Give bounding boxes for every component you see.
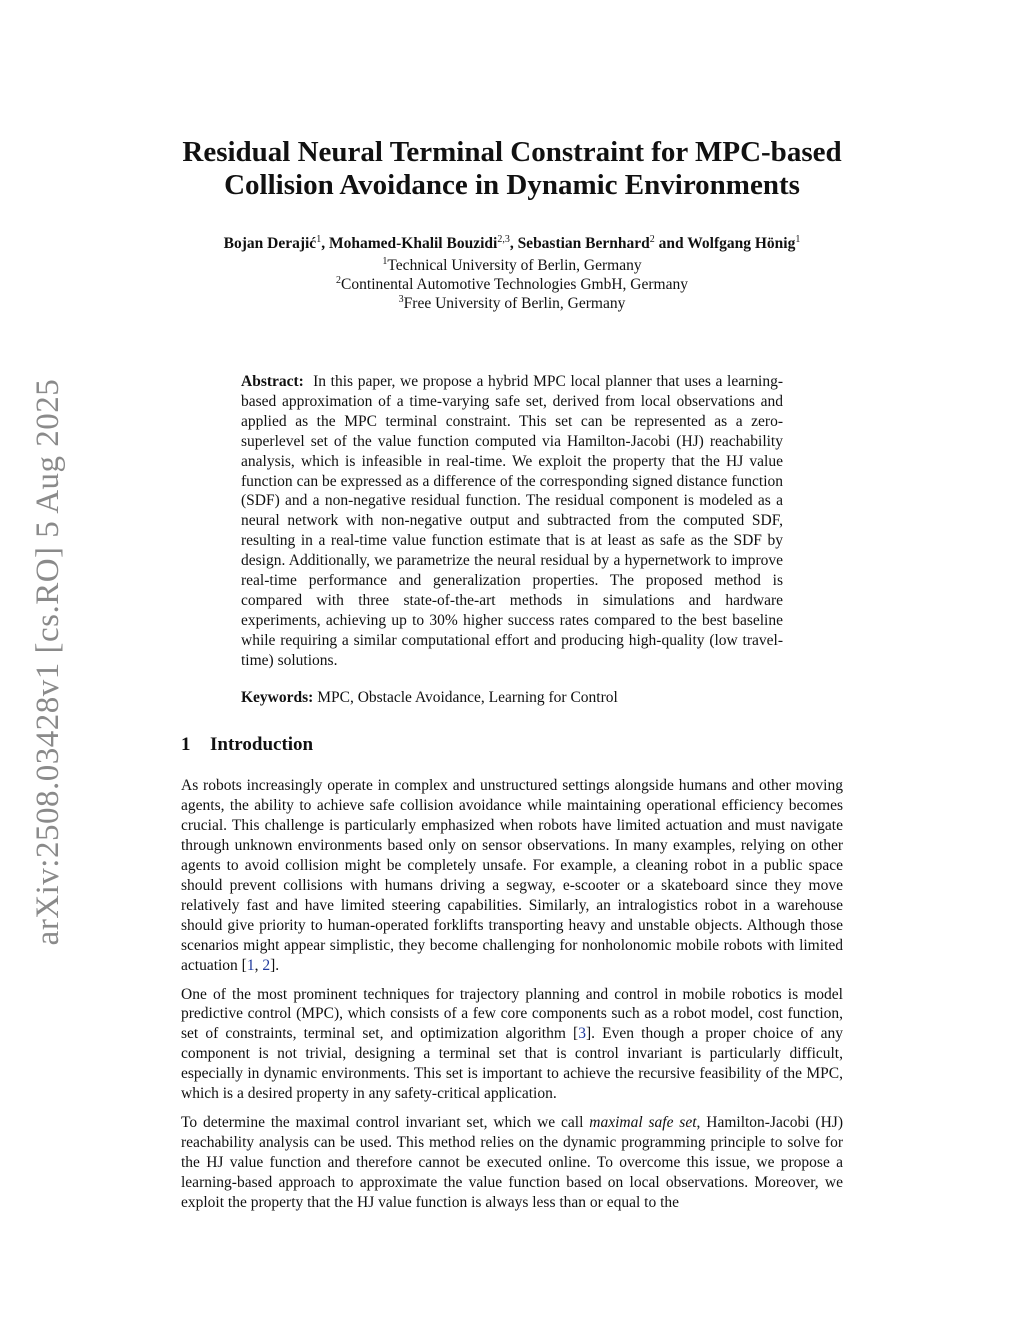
affiliation <box>150 275 874 294</box>
paragraph-text: ]. Even though a proper choice of any component is not trivial, designing a terminal set that is control invariant is particularly difficult, especially in dynamic environments. This set is important to achieve the recursive feasibility of the MPC, which is a desired property in any safety-critical application. <box>181 1025 843 1103</box>
author-separator: , <box>321 235 329 252</box>
keywords-label: Keywords: <box>241 689 314 706</box>
author-affiliation-mark: 1 <box>316 233 322 245</box>
author-separator: , <box>509 235 518 252</box>
keywords <box>241 688 783 708</box>
introduction-body <box>181 776 843 1222</box>
abstract-label: Abstract: <box>241 373 304 390</box>
section-heading-introduction <box>181 733 313 757</box>
author-name: Wolfgang Hönig <box>687 235 796 252</box>
author-name: Mohamed-Khalil Bouzidi <box>328 235 498 252</box>
affiliation-name: Continental Automotive Technologies GmbH, Germany <box>341 276 688 293</box>
affiliation <box>150 294 874 313</box>
author-list <box>150 234 874 254</box>
paragraph-text: To determine the maximal control invariant set, which we call <box>181 1114 590 1132</box>
affiliation-name: Technical University of Berlin, Germany <box>387 257 642 274</box>
citation-link[interactable]: 3 <box>578 1025 586 1043</box>
affiliation-list <box>150 256 874 313</box>
section-number: 1 <box>181 734 191 755</box>
emphasized-term: maximal safe set <box>589 1114 697 1132</box>
title-line-1: Residual Neural Terminal Constraint for MPC-based <box>182 136 842 168</box>
paragraph-text: One of the most prominent techniques for trajectory planning and control in mobile robotics is model predictive control (MPC), which consists of a few core components such as a robot model, cost function, set of constraints, terminal set, and optimization algorithm [ <box>181 985 843 1043</box>
affiliation-mark: 2 <box>336 274 342 286</box>
paragraph-text: , Hamilton-Jacobi (HJ) reachability analysis can be used. This method relies on the dynamic programming principle to solve for the HJ value function and therefore cannot be executed online. To overcome this issue, we propose a learning-based approach to approximate the value function based on local observations. Moreover, we exploit the property that the HJ value function is always less than or equal to the <box>181 1114 843 1212</box>
affiliation-name: Free University of Berlin, Germany <box>403 295 626 312</box>
abstract-text: In this paper, we propose a hybrid MPC local planner that uses a learning-based approximation of a time-varying safe set, derived from local observations and applied as the MPC terminal constraint. This set can be represented as a zero-superlevel set of the value function computed via Hamilton-Jacobi (HJ) reachability analysis, which is infeasible in real-time. We exploit the property that the HJ value function can be expressed as a difference of the corresponding signed distance function (SDF) and a non-negative residual function. The residual component is modeled as a neural network with non-negative output and subtracted from the computed SDF, resulting in a real-time value function estimate that is at least as safe as the SDF by design. Additionally, we parametrize the neural residual by a hypernetwork to improve real-time performance and generalization properties. The proposed method is compared with three state-of-the-art methods in simulations and hardware experiments, achieving up to 30% higher success rates compared to the best baseline while requiring a similar computational effort and producing high-quality (low travel-time) solutions. <box>241 373 784 669</box>
keywords-text: MPC, Obstacle Avoidance, Learning for Control <box>317 689 618 706</box>
author-affiliation-mark: 2 <box>649 233 655 245</box>
affiliation-mark: 3 <box>398 293 404 305</box>
affiliation <box>150 256 874 275</box>
paragraph: As robots increasingly operate in complex and unstructured settings alongside humans and other moving agents, the ability to achieve safe collision avoidance while maintaining operational efficiency becomes crucial. This challenge is particularly emphasized when robots have limited actuation and must navigate through unknown environments based only on sensor observations. In many examples, relying on other agents to avoid collision might be completely unsafe. For example, a cleaning robot in a public space should prevent collisions with humans driving a segway, e-scooter or a skateboard since they move relatively fast and have limited steering capabilities. Similarly, an intralogistics robot in a warehouse should give priority to human-operated forklifts transporting heavy and unstable objects. Although those scenarios might appear simplistic, they become challenging for nonholonomic mobile robots with limited actuation [1, 2]. <box>181 777 843 974</box>
author-affiliation-mark: 1 <box>795 233 801 245</box>
author-affiliation-mark: 2,3 <box>497 233 510 245</box>
paragraph <box>181 985 843 1105</box>
citation-link[interactable]: 1 <box>246 956 255 974</box>
paper-title <box>150 136 874 202</box>
title-line-2: Collision Avoidance in Dynamic Environments <box>224 169 800 201</box>
paragraph-text: As robots increasingly operate in complex and unstructured settings alongside humans and other moving agents, the ability to achieve safe collision avoidance while maintaining operational efficiency becomes crucial. This challenge is particularly emphasized when robots have limited actuation and must navigate through unknown environments based only on sensor observations. In many examples, relying on other agents to avoid collision might be completely unsafe. For example, a cleaning robot in a public space should prevent collisions with humans driving a segway, e-scooter or a skateboard since they move relatively fast and have limited steering capabilities. Similarly, an intralogistics robot in a warehouse should give priority to human-operated forklifts transporting heavy and unstable objects. Although those scenarios might appear simplistic, they become challenging for nonholonomic mobile robots with limited actuation [ <box>181 777 843 974</box>
affiliation-mark: 1 <box>382 255 388 267</box>
arxiv-identifier-stamp: arXiv:2508.03428v1 [cs.RO] 5 Aug 2025 <box>30 378 66 946</box>
citation-link[interactable]: 2 <box>262 956 271 974</box>
section-title: Introduction <box>210 734 314 755</box>
abstract <box>241 372 783 671</box>
paragraph <box>181 1113 843 1213</box>
author-separator: and <box>654 235 688 252</box>
author-name: Sebastian Bernhard <box>517 235 650 252</box>
author-name: Bojan Derajić <box>223 235 317 252</box>
